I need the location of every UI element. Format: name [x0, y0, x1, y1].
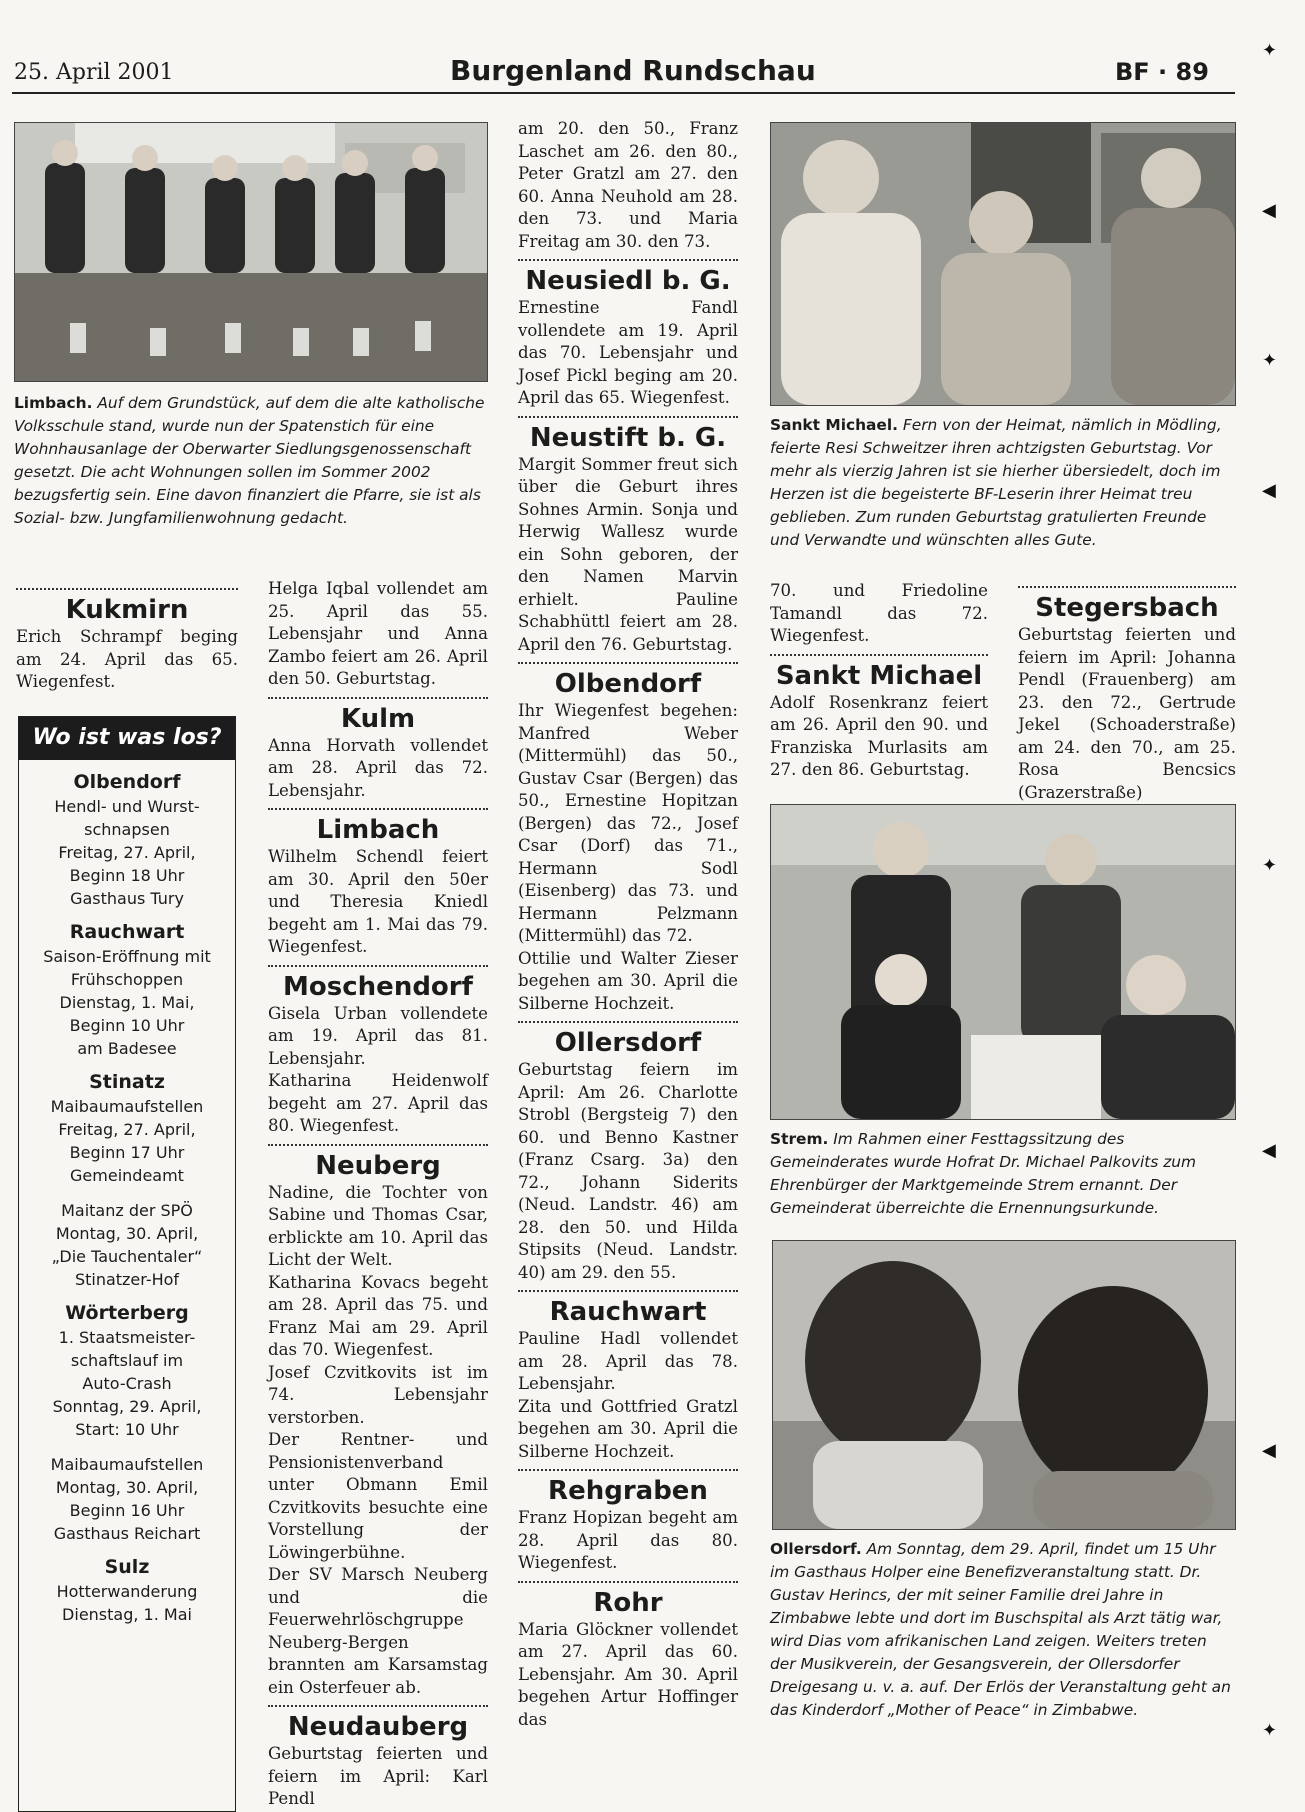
rohr-text: Maria Glöckner vollendet am 27. April das 60. Lebensjahr. Am 30. April begehen Artur Hoffinger das — [518, 1619, 738, 1729]
event-line: Montag, 30. April, — [55, 1478, 199, 1497]
separator — [518, 1469, 738, 1471]
moschendorf-text-2: Katharina Heidenwolf begeht am 27. April das 80. Wiegenfest. — [268, 1071, 488, 1135]
registration-mark-icon: ✦ — [1262, 40, 1278, 61]
event-line: Hendl- und Wurst- — [54, 797, 200, 816]
neuberg-text-5: Der SV Marsch Neuberg und die Feuerwehrlöschgruppe Neuberg-Bergen brannten am Karsamstag ein Osterfeuer ab. — [268, 1565, 488, 1697]
ollersdorf-caption — [770, 1538, 1236, 1722]
separator — [518, 259, 738, 261]
events-box-title: Wo ist was los? — [19, 717, 235, 760]
event-line: Beginn 16 Uhr — [69, 1501, 185, 1520]
event-line: Frühschoppen — [70, 970, 184, 989]
olbendorf-text-2: Ottilie und Walter Zieser begehen am 30. April die Silberne Hochzeit. — [518, 948, 738, 1013]
caption-text: Am Sonntag, dem 29. April, findet um 15 Uhr im Gasthaus Holper eine Benefizveranstaltung statt. Dr. Gustav Herincs, der mit seiner Familie drei Jahre in Zimbabwe lebte und dort im Buschspital als Arzt tätig war, wird Dias vom afrikanischen Land zeigen. Weiters treten der Musikverein, der Gesangsverein, der Ollersdorfer Dreigesang u. v. a. auf. Der Erlös der Veranstaltung geht an das Kinderdorf „Mother of Peace“ in Zimbabwe. — [770, 1540, 1231, 1719]
separator — [268, 697, 488, 699]
events-box — [18, 716, 236, 1812]
event-line: am Badesee — [77, 1039, 177, 1058]
event-place: Sulz — [104, 1556, 150, 1578]
event-line: Beginn 17 Uhr — [69, 1143, 185, 1162]
event-item — [19, 770, 235, 910]
event-line: Freitag, 27. April, — [58, 1120, 196, 1139]
event-line: schaftslauf im — [70, 1351, 184, 1370]
heading-neuberg: Neuberg — [315, 1150, 441, 1181]
heading-rauchwart: Rauchwart — [549, 1297, 707, 1327]
heading-moschendorf: Moschendorf — [283, 971, 473, 1002]
event-line: Auto-Crash — [82, 1374, 172, 1393]
event-item — [19, 1301, 235, 1441]
rehgraben-text: Franz Hopizan begeht am 28. April das 80. Wiegenfest. — [518, 1508, 738, 1572]
column-5 — [1018, 580, 1236, 804]
events-list — [19, 770, 235, 1626]
event-line: Montag, 30. April, — [55, 1224, 199, 1243]
registration-mark-icon: ✦ — [1262, 855, 1278, 876]
neuberg-text-1: Nadine, die Tochter von Sabine und Thomas Csar, erblickte am 10. April das Licht der Welt. — [268, 1182, 488, 1269]
event-place: Wörterberg — [65, 1302, 189, 1324]
ollersdorf-children-photo — [772, 1240, 1236, 1530]
heading-neudauberg: Neudauberg — [287, 1712, 469, 1742]
separator — [770, 654, 988, 656]
event-line: Dienstag, 1. Mai — [62, 1605, 192, 1624]
strem-photo-illustration — [771, 805, 1235, 1119]
neudauberg-text: Geburtstag feierten und feiern im April: Karl Pendl — [268, 1744, 488, 1808]
heading-ollersdorf: Ollersdorf — [554, 1028, 702, 1058]
event-line: „Die Tauchentaler“ — [51, 1247, 203, 1266]
heading-olbendorf: Olbendorf — [554, 669, 702, 699]
registration-mark-icon: ✦ — [1262, 350, 1278, 371]
separator — [518, 1581, 738, 1583]
caption-text: Im Rahmen einer Festtagssitzung des Gemeinderates wurde Hofrat Dr. Michael Palkovits zum Ehrenbürger der Marktgemeinde Strem ernannt. Der Gemeinderat überreichte die Ernennungsurkunde. — [770, 1130, 1197, 1217]
separator — [1018, 586, 1236, 588]
caption-place: Ollersdorf. — [770, 1540, 862, 1558]
strem-ceremony-photo — [770, 804, 1236, 1120]
neustift-text: Margit Sommer freut sich über die Geburt ihres Sohnes Armin. Sonja und Herwig Wallesz wurde ein Sohn geboren, der den Namen Marvin erhielt. Pauline Schabhüttl feiert am 28. April den 76. Geburtstag. — [518, 454, 738, 654]
event-item — [19, 1187, 235, 1291]
event-line: Gasthaus Tury — [70, 889, 184, 908]
heading-sankt-michael: Sankt Michael — [775, 660, 983, 691]
registration-mark-icon: ◀ — [1262, 1140, 1276, 1161]
separator — [518, 1021, 738, 1023]
event-line: Sonntag, 29. April, — [52, 1397, 202, 1416]
registration-mark-icon: ◀ — [1262, 200, 1276, 221]
neuberg-text-3: Josef Czvitkovits ist im 74. Lebensjahr verstorben. — [268, 1362, 488, 1427]
limbach-groundbreaking-photo — [14, 122, 488, 382]
col4-intro: 70. und Friedoline Tamandl das 72. Wiegenfest. — [770, 581, 988, 645]
event-line: Saison-Eröffnung mit — [43, 947, 211, 966]
event-line: Hotterwanderung — [56, 1582, 198, 1601]
column-4 — [770, 580, 988, 782]
event-place: Rauchwart — [69, 921, 185, 943]
separator — [16, 588, 238, 590]
neuberg-text-4: Der Rentner- und Pensionistenverband unter Obmann Emil Czvitkovits besuchte eine Vorstellung der Löwingerbühne. — [268, 1430, 488, 1562]
event-line: Start: 10 Uhr — [75, 1420, 179, 1439]
caption-place: Sankt Michael. — [770, 416, 898, 434]
strem-caption — [770, 1128, 1236, 1220]
event-item — [19, 1070, 235, 1187]
event-line: Maibaumaufstellen — [50, 1097, 204, 1116]
event-line: 1. Staatsmeister- — [58, 1328, 196, 1347]
olbendorf-text-1: Ihr Wiegenfest begehen: Manfred Weber (Mittermühl) das 50., Gustav Csar (Bergen) das 50., Ernestine Hopitzan (Bergen) das 72., Josef Csar (Dorf) das 71., Hermann Sodl (Eisenberg) das 73. und Hermann Pelzmann (Mittermühl) das 72. — [518, 701, 738, 945]
event-line: Dienstag, 1. Mai, — [59, 993, 195, 1012]
col2-intro: Helga Iqbal vollendet am 25. April das 55. Lebensjahr und Anna Zambo feiert am 26. April den 50. Geburtstag. — [268, 579, 488, 688]
heading-rohr: Rohr — [593, 1587, 663, 1618]
rauchwart-text-1: Pauline Hadl vollendet am 28. April das 78. Lebensjahr. — [518, 1329, 738, 1393]
column-2 — [268, 578, 488, 1811]
limbach-caption — [14, 392, 486, 530]
heading-limbach: Limbach — [316, 815, 440, 845]
caption-place: Strem. — [770, 1130, 829, 1148]
neuberg-text-2: Katharina Kovacs begeht am 28. April das 75. und Franz Mai am 29. April das 70. Wiegenfest. — [268, 1272, 488, 1359]
neusiedl-text: Ernestine Fandl vollendete am 19. April das 70. Lebensjahr und Josef Pickl beging am 20. April das 65. Wiegenfest. — [518, 298, 738, 407]
sankt-michael-birthday-photo — [770, 122, 1236, 406]
ollersdorf-photo-illustration — [773, 1241, 1235, 1529]
event-line: Stinatzer-Hof — [74, 1270, 180, 1289]
event-line: schnapsen — [84, 820, 170, 839]
event-spacer — [19, 1187, 235, 1199]
rauchwart-text-2: Zita und Gottfried Gratzl begehen am 30. April die Silberne Hochzeit. — [518, 1396, 738, 1461]
event-line: Gemeindeamt — [70, 1166, 184, 1185]
event-item — [19, 1555, 235, 1626]
column-3 — [518, 118, 738, 1731]
event-item — [19, 1441, 235, 1545]
separator — [518, 1290, 738, 1292]
separator — [268, 965, 488, 967]
registration-mark-icon: ◀ — [1262, 1440, 1276, 1461]
caption-text: Fern von der Heimat, nämlich in Mödling, feierte Resi Schweitzer ihren achtzigsten Geburtstag. Vor mehr als vierzig Jahren ist sie hierher übersiedelt, doch im Herzen ist die begeisterte BF-Leserin ihrer Heimat treu geblieben. Zum runden Geburtstag gratulierten Freunde und Verwandte und wünschten alles Gute. — [770, 416, 1222, 549]
page-number: BF · 89 — [1115, 58, 1209, 86]
event-line: Beginn 10 Uhr — [69, 1016, 185, 1035]
moschendorf-text-1: Gisela Urban vollendete am 19. April das 81. Lebensjahr. — [268, 1003, 488, 1068]
heading-stegersbach: Stegersbach — [1035, 593, 1219, 623]
event-line: Beginn 18 Uhr — [69, 866, 185, 885]
heading-rehgraben: Rehgraben — [548, 1476, 708, 1506]
issue-date: 25. April 2001 — [14, 60, 174, 85]
heading-kulm: Kulm — [340, 703, 416, 734]
sankt-michael-photo-illustration — [771, 123, 1235, 405]
event-spacer — [19, 1441, 235, 1453]
limbach-text: Wilhelm Schendl feiert am 30. April den 50er und Theresia Kniedl begeht am 1. Mai das 79. Wiegenfest. — [268, 847, 488, 956]
event-line: Maibaumaufstellen — [50, 1455, 204, 1474]
event-line: Freitag, 27. April, — [58, 843, 196, 862]
heading-neusiedl: Neusiedl b. G. — [525, 266, 731, 296]
newspaper-title: Burgenland Rundschau — [450, 54, 816, 87]
event-place: Olbendorf — [73, 771, 181, 793]
kukmirn-text: Erich Schrampf beging am 24. April das 65. Wiegenfest. — [16, 627, 238, 691]
separator — [268, 1705, 488, 1707]
stegersbach-text: Geburtstag feierten und feiern im April: Johanna Pendl (Frauenberg) am 23. den 72., Gertrude Jekel (Schoaderstraße) am 24. den 70., am 25. Rosa Bencsics (Grazerstraße) — [1018, 625, 1236, 802]
registration-mark-icon: ✦ — [1262, 1720, 1278, 1741]
ollersdorf-text: Geburtstag feiern im April: Am 26. Charlotte Strobl (Bergsteig 7) den 60. und Benno Kastner (Franz Csarg. 3a) den 72., Johann Siderits (Neud. Landstr. 46) am 28. den 50. und Hilda Stipsits (Neud. Landstr. 40) am 29. den 55. — [518, 1060, 738, 1282]
event-place: Stinatz — [89, 1071, 165, 1093]
separator — [518, 662, 738, 664]
heading-neustift: Neustift b. G. — [529, 422, 727, 453]
col3-intro: am 20. den 50., Franz Laschet am 26. den 80., Peter Gratzl am 27. den 60. Anna Neuhold am 28. den 73. und Maria Freitag am 30. den 73. — [518, 119, 738, 251]
separator — [518, 416, 738, 418]
column-1 — [16, 582, 238, 694]
caption-text: Auf dem Grundstück, auf dem die alte katholische Volksschule stand, wurde nun der Spatenstich für eine Wohnhausanlage der Oberwarter Siedlungsgenossenschaft gesetzt. Die acht Wohnungen sollen im Sommer 2002 bezugsfertig sein. Eine davon finanziert die Pfarre, sie ist als Sozial- bzw. Jungfamilienwohnung gedacht. — [14, 394, 485, 527]
sankt-michael-text: Adolf Rosenkranz feiert am 26. April den 90. und Franziska Murlasits am 27. den 86. Geburtstag. — [770, 692, 988, 779]
caption-place: Limbach. — [14, 394, 93, 412]
heading-kukmirn: Kukmirn — [65, 595, 189, 625]
separator — [268, 808, 488, 810]
header-rule — [12, 92, 1235, 94]
event-line: Maitanz der SPÖ — [61, 1201, 193, 1220]
kulm-text: Anna Horvath vollendet am 28. April das 72. Lebensjahr. — [268, 735, 488, 800]
event-line: Gasthaus Reichart — [53, 1524, 201, 1543]
limbach-photo-illustration — [15, 123, 487, 381]
sankt-michael-caption — [770, 414, 1236, 552]
event-item — [19, 920, 235, 1060]
separator — [268, 1144, 488, 1146]
registration-mark-icon: ◀ — [1262, 480, 1276, 501]
